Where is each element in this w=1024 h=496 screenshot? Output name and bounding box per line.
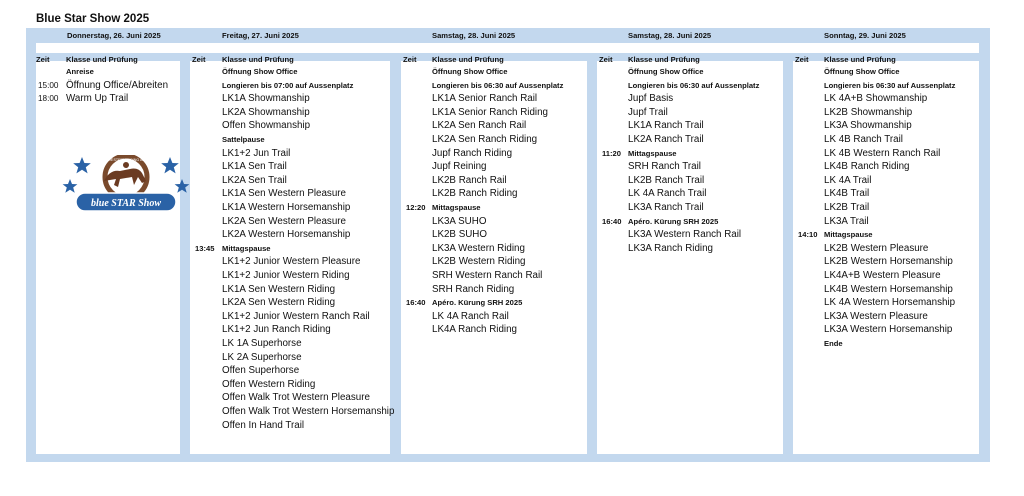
time-cell: 14:10 bbox=[798, 230, 818, 240]
schedule-entry: Jupf Trail bbox=[628, 106, 668, 118]
schedule-entry: LK4B Trail bbox=[824, 188, 870, 200]
klasse-column-header: Klasse und Prüfung bbox=[222, 55, 294, 64]
zeit-column-header: Zeit bbox=[599, 55, 613, 64]
schedule-entry: LK2B Ranch Riding bbox=[432, 188, 518, 200]
schedule-entry: Öffnung Show Office bbox=[222, 67, 298, 76]
schedule-entry: Apéro. Kürung SRH 2025 bbox=[432, 298, 523, 308]
schedule-entry: LK 4B Western Ranch Rail bbox=[824, 147, 941, 159]
schedule-entry: LK4B Western Horsemanship bbox=[824, 283, 953, 295]
schedule-entry: Jupf Ranch Riding bbox=[432, 147, 513, 159]
schedule-entry: LK2B Trail bbox=[824, 202, 870, 213]
schedule-entry: LK3A Western Riding bbox=[432, 242, 525, 254]
schedule-entry: LK 2A Superhorse bbox=[222, 351, 302, 363]
schedule-entry: LK1A Sen Western Pleasure bbox=[222, 188, 346, 200]
schedule-entry: LK1+2 Jun Trail bbox=[222, 147, 291, 159]
schedule-entry: LK2B Ranch Rail bbox=[432, 174, 507, 186]
schedule-entry: LK3A Ranch Trail bbox=[628, 202, 704, 213]
schedule-entry: Jupf Basis bbox=[628, 93, 674, 105]
schedule-entry: LK1+2 Junior Western Riding bbox=[222, 270, 350, 281]
schedule-entry: Mittagspause bbox=[628, 148, 677, 158]
schedule-entry: SRH Western Ranch Rail bbox=[432, 270, 543, 281]
schedule-entry: LK1A Sen Trail bbox=[222, 161, 287, 173]
schedule-entry: LK1A Western Horsemanship bbox=[222, 202, 351, 213]
schedule-entry: LK2A Sen Trail bbox=[222, 174, 287, 186]
schedule-entry: LK1+2 Junior Western Pleasure bbox=[222, 256, 361, 268]
schedule-entry: LK3A SUHO bbox=[432, 215, 487, 227]
logo-arc-text: AMERICAN WESTERN RIDING ASSOCIATION bbox=[87, 158, 165, 162]
blue-star-show-logo bbox=[62, 155, 190, 215]
day-date-heading: Freitag, 27. Juni 2025 bbox=[222, 31, 299, 40]
time-cell: 12:20 bbox=[406, 203, 426, 212]
schedule-entry: LK2B SUHO bbox=[432, 229, 487, 241]
schedule-entry: LK2A Ranch Trail bbox=[628, 134, 704, 145]
schedule-entry: LK2B Western Pleasure bbox=[824, 242, 929, 254]
schedule-entry: LK2A Showmanship bbox=[222, 106, 310, 118]
time-cell: 15:00 bbox=[38, 80, 59, 90]
schedule-entry: Offen Showmanship bbox=[222, 120, 311, 132]
zeit-column-header: Zeit bbox=[403, 55, 417, 64]
day-column bbox=[36, 61, 180, 454]
schedule-entry: Longieren bis 06:30 auf Aussenplatz bbox=[628, 80, 760, 90]
schedule-entry: LK2B Ranch Trail bbox=[628, 174, 705, 186]
schedule-entry: LK3A Western Ranch Rail bbox=[628, 229, 742, 241]
schedule-entry: Longieren bis 06:30 auf Aussenplatz bbox=[824, 80, 956, 90]
schedule-entry: LK2A Sen Western Pleasure bbox=[222, 215, 346, 227]
schedule-entry: LK1A Showmanship bbox=[222, 93, 310, 105]
schedule-entry: LK3A Ranch Riding bbox=[628, 242, 713, 254]
schedule-entry: LK1+2 Junior Western Ranch Rail bbox=[222, 310, 370, 322]
schedule-entry: LK3A Trail bbox=[824, 215, 869, 227]
schedule-entry: Offen In Hand Trail bbox=[222, 419, 305, 431]
schedule-entry: Mittagspause bbox=[222, 243, 271, 253]
zeit-column-header: Zeit bbox=[36, 55, 50, 64]
rider-head bbox=[123, 162, 129, 168]
schedule-entry: LK3A Western Pleasure bbox=[824, 310, 928, 322]
zeit-column-header: Zeit bbox=[795, 55, 809, 64]
day-date-heading: Sonntag, 29. Juni 2025 bbox=[824, 31, 906, 40]
time-cell: 16:40 bbox=[602, 216, 622, 226]
schedule-entry: SRH Ranch Riding bbox=[432, 283, 515, 295]
schedule-entry: LK4A Ranch Riding bbox=[432, 324, 517, 336]
schedule-entry: Öffnung Show Office bbox=[432, 67, 508, 76]
schedule-entry: Offen Superhorse bbox=[222, 365, 300, 377]
schedule-entry: Mittagspause bbox=[432, 203, 481, 212]
schedule-entry: LK 4B Ranch Trail bbox=[824, 134, 903, 145]
schedule-entry: LK 4A Trail bbox=[824, 174, 872, 186]
schedule-entry: LK 4A+B Showmanship bbox=[824, 93, 928, 105]
schedule-entry: LK1A Senior Ranch Rail bbox=[432, 93, 538, 105]
schedule-entry: LK2B Western Riding bbox=[432, 256, 526, 268]
schedule-entry: LK 4A Western Horsemanship bbox=[824, 297, 956, 309]
day-date-heading: Samstag, 28. Juni 2025 bbox=[628, 31, 712, 40]
schedule-entry: Longieren bis 07:00 auf Aussenplatz bbox=[222, 80, 354, 90]
schedule-entry: SRH Ranch Trail bbox=[628, 161, 701, 173]
schedule-entry: LK3A Western Horsemanship bbox=[824, 324, 953, 336]
zeit-column-header: Zeit bbox=[192, 55, 206, 64]
schedule-entry: LK3A Showmanship bbox=[824, 120, 912, 132]
schedule-entry: Öffnung Office/Abreiten bbox=[66, 79, 169, 91]
logo-banner-text: blue STAR Show bbox=[90, 198, 162, 209]
schedule-entry: Apéro. Kürung SRH 2025 bbox=[628, 216, 719, 226]
page-title: Blue Star Show 2025 bbox=[36, 13, 150, 25]
time-cell: 18:00 bbox=[38, 94, 59, 104]
schedule-entry: LK1A Senior Ranch Riding bbox=[432, 106, 549, 118]
klasse-column-header: Klasse und Prüfung bbox=[628, 55, 700, 64]
klasse-column-header: Klasse und Prüfung bbox=[432, 55, 504, 64]
schedule-entry: LK2B Western Horsemanship bbox=[824, 256, 953, 268]
star-icon bbox=[63, 179, 78, 193]
schedule-entry: LK1A Ranch Trail bbox=[628, 120, 704, 132]
day-date-heading: Donnerstag, 26. Juni 2025 bbox=[67, 31, 161, 40]
schedule-entry: LK 4A Ranch Trail bbox=[628, 188, 707, 200]
schedule-entry: LK4A+B Western Pleasure bbox=[824, 270, 941, 281]
schedule-entry: Longieren bis 06:30 auf Aussenplatz bbox=[432, 80, 564, 90]
time-cell: 13:45 bbox=[195, 243, 215, 253]
schedule-entry: LK 1A Superhorse bbox=[222, 338, 302, 349]
schedule-entry: LK1A Sen Western Riding bbox=[222, 283, 336, 295]
schedule-entry: Ende bbox=[824, 339, 843, 348]
day-date-heading: Samstag, 28. Juni 2025 bbox=[432, 31, 516, 40]
schedule-entry: Offen Walk Trot Western Horsemanship bbox=[222, 406, 395, 417]
schedule-entry: LK2A Western Horsemanship bbox=[222, 229, 351, 241]
schedule-entry: Öffnung Show Office bbox=[628, 67, 704, 76]
time-cell: 16:40 bbox=[406, 298, 426, 308]
schedule-entry: LK2A Sen Ranch Riding bbox=[432, 134, 538, 145]
schedule-entry: Jupf Reining bbox=[432, 161, 487, 173]
header-spacer bbox=[36, 43, 979, 53]
schedule-entry: LK2A Sen Western Riding bbox=[222, 297, 336, 309]
schedule-entry: Offen Walk Trot Western Pleasure bbox=[222, 392, 370, 404]
schedule-entry: LK2A Sen Ranch Rail bbox=[432, 120, 527, 132]
schedule-entry: LK4B Ranch Riding bbox=[824, 161, 910, 173]
schedule-entry: Anreise bbox=[66, 67, 94, 76]
schedule-entry: Warm Up Trail bbox=[66, 93, 129, 105]
schedule-entry: Offen Western Riding bbox=[222, 378, 316, 390]
schedule-entry: Sattelpause bbox=[222, 135, 265, 144]
schedule-entry: LK 4A Ranch Rail bbox=[432, 310, 509, 322]
schedule-entry: Mittagspause bbox=[824, 230, 873, 240]
star-icon bbox=[175, 179, 190, 193]
schedule-entry: LK1+2 Jun Ranch Riding bbox=[222, 324, 331, 336]
klasse-column-header: Klasse und Prüfung bbox=[66, 55, 138, 64]
schedule-entry: Öffnung Show Office bbox=[824, 67, 900, 76]
klasse-column-header: Klasse und Prüfung bbox=[824, 55, 896, 64]
time-cell: 11:20 bbox=[602, 148, 622, 158]
schedule-entry: LK2B Showmanship bbox=[824, 106, 913, 118]
